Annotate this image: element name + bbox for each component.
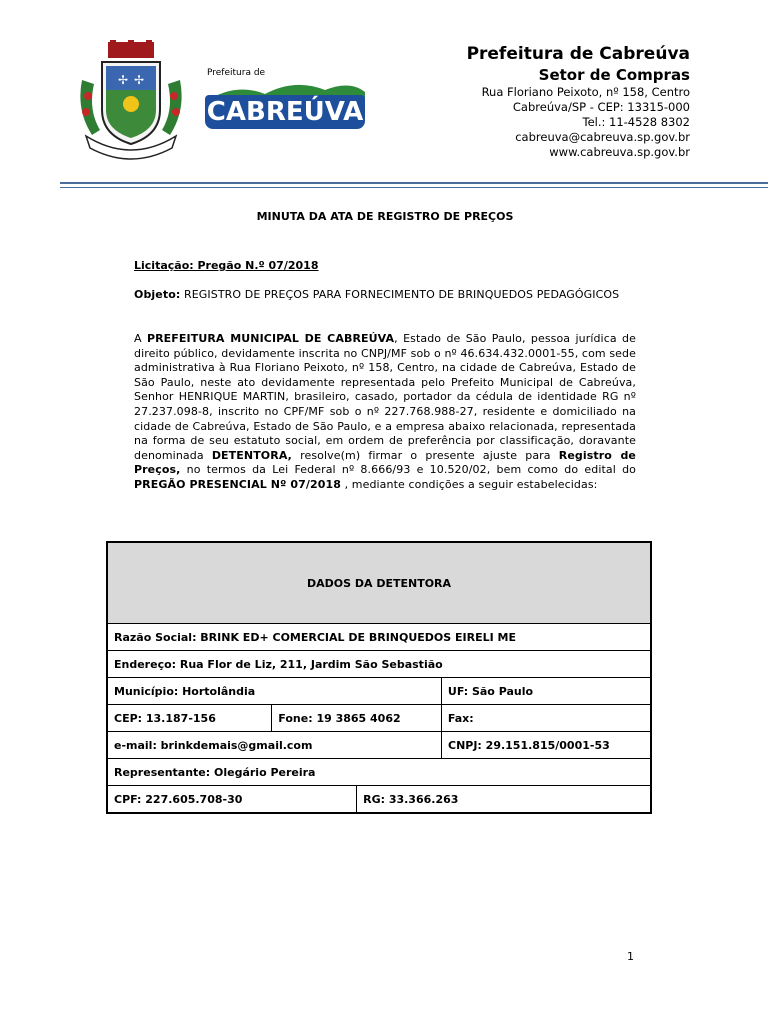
website-line: www.cabreuva.sp.gov.br <box>549 145 690 159</box>
preamble-text-1: A <box>134 332 147 345</box>
endereco-cell: Endereço: Rua Flor de Liz, 211, Jardim São Sebastião <box>107 651 651 678</box>
preamble-detentora: DETENTORA, <box>211 448 292 462</box>
licitacao-line <box>134 259 636 274</box>
logo-prefix: Prefeitura de <box>207 68 266 78</box>
detentora-table <box>106 541 652 814</box>
header-rule-thin <box>60 187 768 188</box>
fone-cell: Fone: 19 3865 4062 <box>272 705 442 732</box>
address-line-2: Cabreúva/SP - CEP: 13315-000 <box>512 100 690 114</box>
org-title: Prefeitura de Cabreúva <box>466 44 690 64</box>
logo-wordmark: CABREÚVA <box>206 97 364 127</box>
detentora-heading: DADOS DA DETENTORA <box>107 542 651 624</box>
objeto-label: Objeto: <box>134 288 181 301</box>
cpf-cell: CPF: 227.605.708-30 <box>107 786 357 814</box>
objeto-paragraph <box>134 288 636 303</box>
letterhead-contact <box>390 44 690 160</box>
preamble-text-4: no termos da Lei Federal nº 8.666/93 e 10.520/02, bem como do edital do <box>180 463 636 477</box>
preamble-paragraph <box>134 332 636 493</box>
svg-text:✢: ✢ <box>118 73 129 87</box>
cep-cell: CEP: 13.187-156 <box>107 705 272 732</box>
svg-text:✢: ✢ <box>134 73 145 87</box>
preamble-pregao: PREGÃO PRESENCIAL Nº 07/2018 <box>134 477 341 491</box>
address-line-1: Rua Floriano Peixoto, nº 158, Centro <box>481 85 690 99</box>
rg-cell: RG: 33.366.263 <box>357 786 651 814</box>
preamble-text-2: , Estado de São Paulo, pessoa jurídica de direito público, devidamente inscrita no CNPJ/MF sob o nº 46.634.432.0001-55, com sede administrativa à Rua Floriano Peixoto, nº 158, Centro, na cidade de Cabreúva, Estado de São Paulo, neste ato devidamente representada pelo Prefeito Municipal de Cabreúva, Senhor HENRIQUE MARTIN, brasileiro, casado, portador da cédula de identidade RG nº 27.237.098-8, inscrito no CPF/MF sob o nº 227.768.988-27, residente e domiciliado na cidade de Cabreúva, Estado de São Paulo, e a empresa abaixo relacionada, representada na forma de seu estatuto social, em ordem de preferência por classificação, doravante denominada <box>134 332 636 462</box>
org-sector: Setor de Compras <box>538 66 690 84</box>
municipio-cell: Município: Hortolândia <box>107 678 441 705</box>
representante-cell: Representante: Olegário Pereira <box>107 759 651 786</box>
fax-cell: Fax: <box>441 705 651 732</box>
municipal-coat-of-arms <box>72 40 190 162</box>
cabreuva-logo <box>205 66 365 138</box>
cnpj-cell: CNPJ: 29.151.815/0001-53 <box>442 732 652 759</box>
document-title: MINUTA DA ATA DE REGISTRO DE PREÇOS <box>256 210 514 223</box>
uf-cell: UF: São Paulo <box>441 678 651 705</box>
email-line: cabreuva@cabreuva.sp.gov.br <box>515 130 690 144</box>
preamble-text-3: resolve(m) firmar o presente ajuste para <box>291 448 559 462</box>
preamble-text-5: , mediante condições a seguir estabelecidas: <box>340 477 598 491</box>
preamble-registro: Registro de Preços, <box>134 448 636 477</box>
licitacao-text: Licitação: Pregão N.º 07/2018 <box>134 259 319 272</box>
email-cell: e-mail: brinkdemais@gmail.com <box>107 732 442 759</box>
preamble-entity: PREFEITURA MUNICIPAL DE CABREÚVA <box>146 332 395 345</box>
phone-line: Tel.: 11-4528 8302 <box>582 115 690 129</box>
header-rule <box>60 182 768 184</box>
page-number: 1 <box>627 950 634 963</box>
objeto-text: REGISTRO DE PREÇOS PARA FORNECIMENTO DE BRINQUEDOS PEDAGÓGICOS <box>183 288 620 301</box>
razao-social-cell: Razão Social: BRINK ED+ COMERCIAL DE BRINQUEDOS EIRELI ME <box>107 624 651 651</box>
